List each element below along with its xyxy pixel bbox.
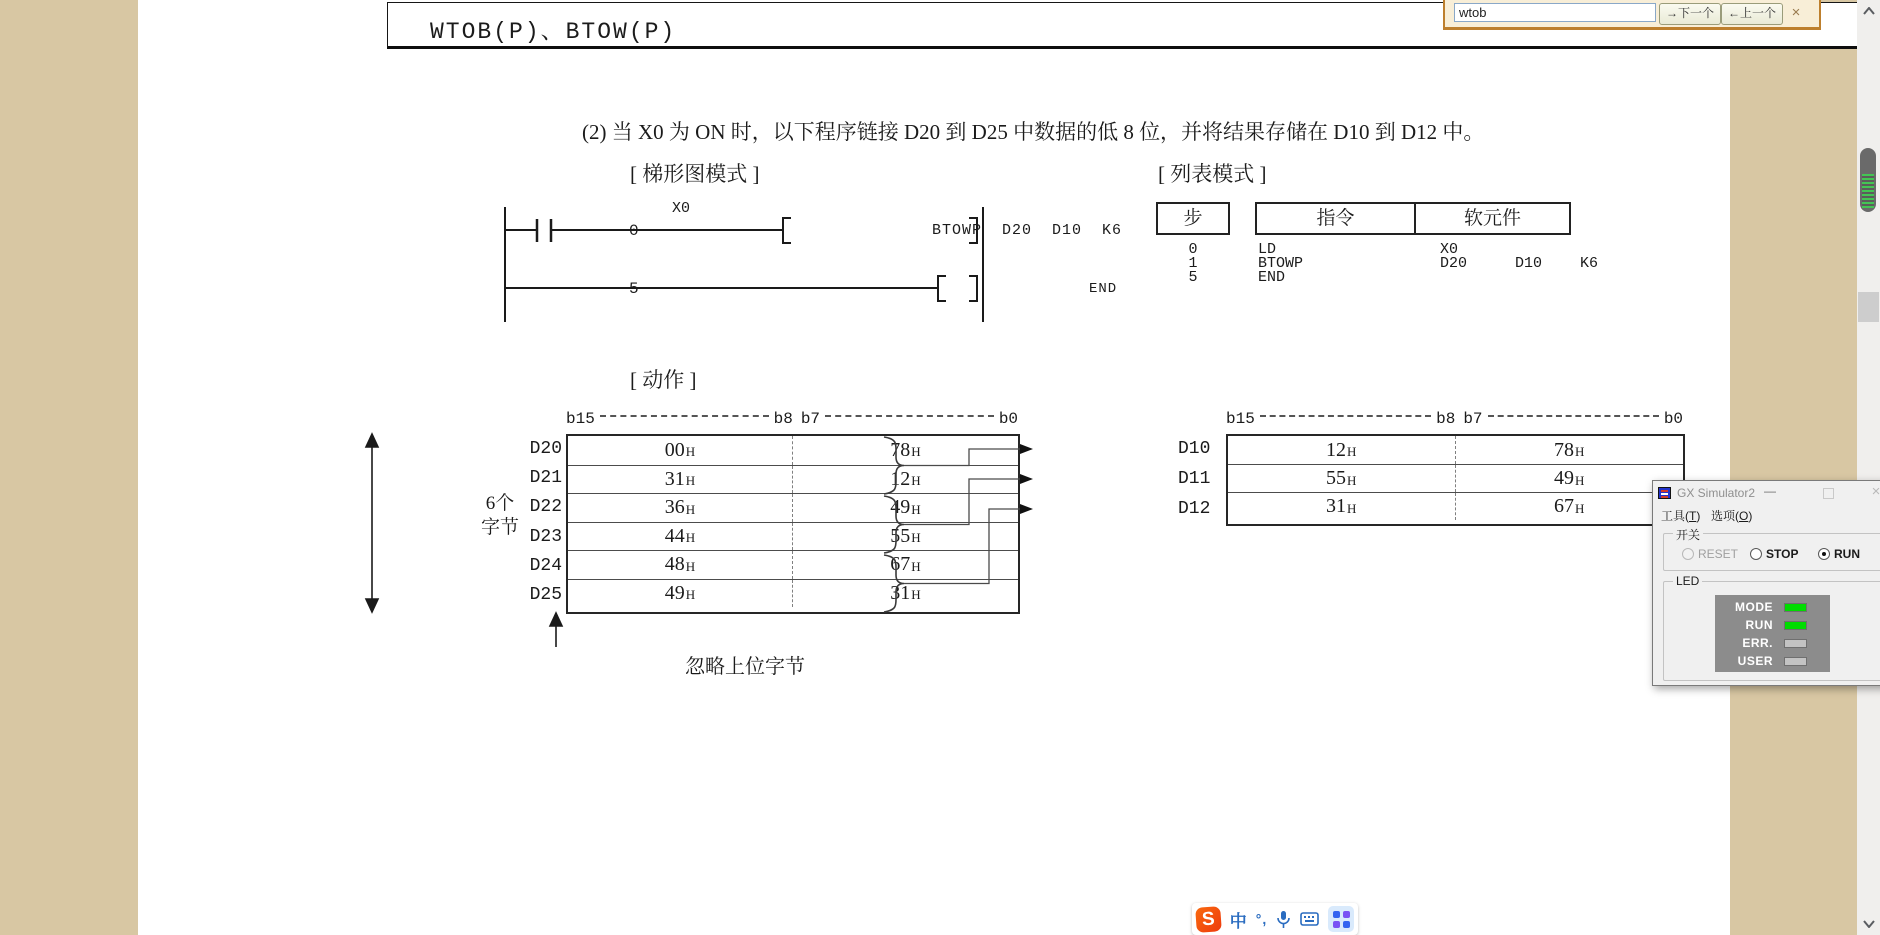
hex-suffix: H [1347,472,1357,488]
byte-count-line2: 字节 [480,517,519,538]
hex-suffix: H [1347,500,1357,516]
list-instruction-header: 指令 [1255,202,1416,235]
device-label: D20 [529,438,562,459]
table-row [568,579,1018,608]
dash-leader [1488,414,1659,417]
menu-item[interactable]: 选项(O) [1711,509,1753,523]
sogou-logo-icon[interactable]: S [1195,906,1221,933]
hex-value: 44 [664,524,685,547]
device-cell: X0 [1440,241,1459,258]
table-row [568,436,1018,465]
find-previous-button[interactable]: ←上一个 [1721,3,1783,25]
ime-toolbar [1192,903,1358,935]
hex-value: 12 [890,467,911,490]
window-menubar [1653,506,1880,527]
hex-value: 31 [1326,495,1347,517]
window-titlebar[interactable] [1653,481,1880,506]
hex-suffix: H [1347,444,1357,459]
ladder-instruction-text: BTOWP D20 D10 K6 [932,222,1123,239]
low-byte-cell [793,551,1018,579]
hex-value: 31 [890,581,911,604]
step-cell: 1 [1188,255,1198,272]
ladder-end-instruction: END [1089,281,1118,297]
hex-value: 78 [890,438,911,461]
led-label: ERR. [1742,636,1773,650]
hex-suffix: H [685,473,696,489]
device-label: D12 [1178,499,1211,519]
chinese-mode-icon[interactable]: 中 [1229,911,1247,931]
hex-suffix: H [911,444,921,460]
led-panel [1715,595,1830,672]
switch-group-label: 开关 [1673,526,1703,543]
byte-count-label [476,492,524,540]
table-row [568,550,1018,579]
ignore-high-byte-note: 忽略上位字节 [685,656,805,678]
list-table-row [1156,271,1596,285]
hex-value: 49 [664,581,685,604]
led-indicator [1784,639,1807,648]
table-row [1228,436,1683,464]
bit-label-b0: b0 [998,410,1019,428]
hex-suffix: H [685,530,696,546]
ladder-contact-label: X0 [672,200,691,217]
hex-value: 55 [890,524,911,547]
led-label: RUN [1745,618,1773,632]
high-byte-cell [568,551,793,579]
radio-label: RESET [1698,547,1739,561]
device-label: D10 [1178,439,1211,459]
hex-value: 78 [1554,438,1575,461]
scroll-down-icon[interactable] [1857,916,1880,932]
low-byte-cell [1456,493,1684,520]
keyboard-icon[interactable] [1300,912,1319,926]
instruction-cell: END [1258,269,1286,286]
find-next-button[interactable]: →下一个 [1659,3,1721,25]
hex-suffix: H [685,444,696,460]
description-paragraph: (2) 当 X0 为 ON 时，以下程序链接 D20 到 D25 中数据的低 8 位，并将结果存储在 D10 到 D12 中。 [582,120,1485,144]
low-byte-cell [1456,436,1684,464]
grip-stripes [1862,174,1874,208]
dash-leader [825,414,994,417]
led-label: MODE [1735,600,1773,614]
hex-suffix: H [1575,500,1585,516]
device-cell: D10 [1515,255,1543,272]
high-byte-cell [568,466,793,494]
list-table-rows [1156,241,1599,286]
dest-bit-ruler [1226,409,1683,429]
ladder-step-number: 0 [629,222,639,240]
radio-stop[interactable] [1750,547,1798,561]
high-byte-cell [1228,436,1456,464]
led-row [1715,598,1830,616]
high-byte-cell [1228,465,1456,492]
scroll-grip-handle[interactable] [1860,148,1876,212]
device-cell: K6 [1580,255,1599,272]
high-byte-cell [568,436,793,465]
device-cell: D20 [1440,255,1468,272]
low-byte-cell [793,580,1018,608]
table-row [1228,464,1683,492]
led-label: USER [1737,654,1773,668]
bit-label-b7: b7 [800,410,821,428]
minimize-button[interactable]: — [1764,484,1776,498]
device-label: D25 [529,585,562,606]
hex-value: 31 [664,467,685,490]
dash-leader [600,414,769,417]
table-row [568,465,1018,494]
search-input[interactable] [1454,3,1656,22]
hex-value: 36 [664,496,685,519]
led-group-label: LED [1673,574,1702,588]
radio-circle-icon [1750,548,1762,560]
radio-circle-icon [1818,548,1830,560]
hex-value: 67 [890,553,911,576]
hex-suffix: H [1575,444,1585,459]
step-cell: 0 [1188,241,1198,258]
list-device-header: 软元件 [1416,202,1571,235]
vertical-scrollbar[interactable] [1857,0,1880,935]
punctuation-icon[interactable]: °, [1255,911,1268,927]
source-bit-ruler [566,409,1018,429]
action-section-label: [ 动作 ] [630,368,697,392]
radio-label: RUN [1834,547,1860,561]
high-byte-cell [1228,493,1456,520]
ladder-step-number: 5 [629,280,639,298]
hex-value: 49 [1554,467,1575,489]
device-label: D21 [529,467,562,488]
low-byte-cell [793,466,1018,494]
hex-suffix: H [685,501,696,517]
hex-value: 12 [1326,438,1347,461]
led-groupbox [1663,574,1880,681]
scrollbar-thumb[interactable] [1858,292,1879,322]
switch-groupbox [1663,528,1880,571]
hex-suffix: H [685,587,696,603]
hex-suffix: H [911,473,921,489]
bit-label-b8: b8 [1436,410,1456,428]
led-indicator [1784,657,1807,666]
led-indicator [1784,621,1807,630]
dash-leader [1260,414,1431,417]
list-table-row [1156,255,1599,272]
instruction-cell: BTOWP [1258,255,1304,272]
led-row [1715,634,1830,652]
device-label: D11 [1178,469,1211,489]
led-row [1715,616,1830,634]
hex-suffix: H [911,587,921,603]
hex-value: 49 [890,496,911,519]
source-data-table [566,434,1020,614]
device-label: D24 [529,555,562,576]
low-byte-cell [793,523,1018,551]
bit-label-b15: b15 [1226,410,1255,428]
document-page [138,0,1730,935]
hex-suffix: H [685,558,696,574]
radio-circle-icon [1682,548,1694,560]
step-cell: 5 [1188,269,1198,286]
microphone-icon[interactable] [1276,910,1291,929]
gx-simulator-window [1652,480,1880,686]
maximize-button[interactable] [1823,488,1834,499]
high-byte-cell [568,580,793,608]
bit-label-b8: b8 [773,410,793,428]
ladder-mode-label: [ 梯形图模式 ] [630,162,760,186]
list-mode-label: [ 列表模式 ] [1158,162,1267,186]
hex-value: 48 [664,553,685,576]
low-byte-cell [793,494,1018,522]
device-label: D23 [529,526,562,547]
find-close-button[interactable]: × [1791,4,1801,21]
byte-count-line1: 6个 [485,493,515,514]
find-toolbar [1443,0,1821,30]
hex-value: 00 [664,438,685,461]
page-title: WTOB(P)、BTOW(P) [430,19,677,45]
toolbox-grid-icon[interactable] [1328,906,1354,932]
close-button[interactable]: × [1871,483,1880,500]
led-row [1715,652,1830,670]
instruction-cell: LD [1258,241,1277,258]
scroll-up-icon[interactable] [1857,3,1880,19]
hex-suffix: H [911,501,921,517]
high-byte-cell [568,523,793,551]
hex-value: 55 [1326,467,1347,489]
hex-suffix: H [1575,472,1585,488]
hex-suffix: H [911,558,921,574]
window-title: GX Simulator2 [1677,486,1756,500]
app-icon [1658,487,1671,499]
bit-label-b7: b7 [1463,410,1483,428]
list-step-header: 步 [1156,202,1230,235]
table-row [568,522,1018,551]
low-byte-cell [793,436,1018,465]
radio-label: STOP [1766,547,1799,561]
device-label: D22 [529,497,562,518]
hex-suffix: H [911,530,921,546]
menu-item[interactable]: 工具(T) [1661,509,1701,523]
high-byte-cell [568,494,793,522]
dest-data-table [1226,434,1685,526]
table-row [568,493,1018,522]
bit-label-b0: b0 [1663,410,1684,428]
bit-label-b15: b15 [566,410,595,428]
table-row [1228,492,1683,520]
led-indicator [1784,603,1807,612]
radio-reset [1682,547,1738,561]
radio-run[interactable] [1818,547,1860,561]
hex-value: 67 [1554,495,1575,517]
low-byte-cell [1456,465,1684,492]
